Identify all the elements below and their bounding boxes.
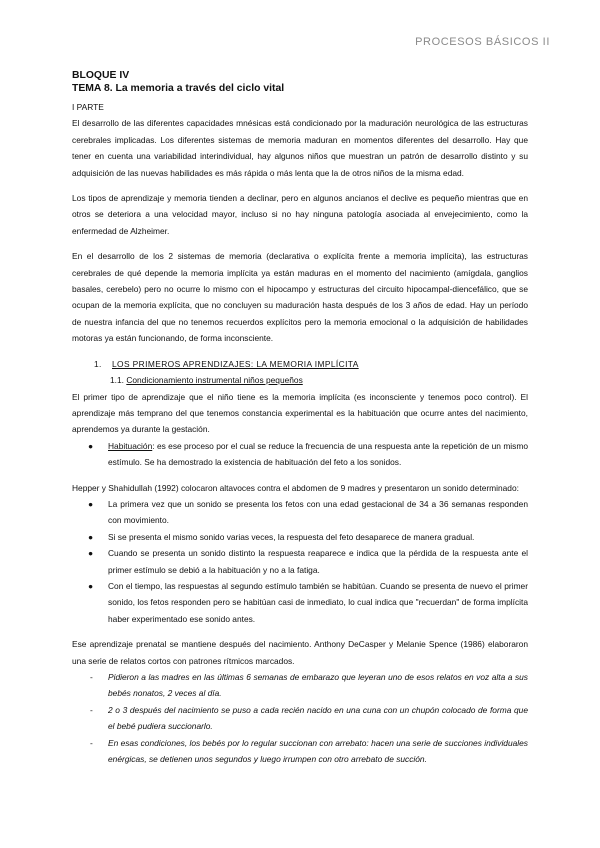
section-title: LOS PRIMEROS APRENDIZAJES: LA MEMORIA IMPLÍCITA [112, 358, 359, 369]
bullet-icon: ● [88, 440, 94, 451]
page-header: PROCESOS BÁSICOS II [415, 36, 550, 48]
list-item-text: Pidieron a las madres en las últimas 6 semanas de embarazo que leyeran uno de esos relatos en voz alta a sus bebés nonatos, 2 veces al día. [108, 672, 528, 699]
definition-text: : es ese proceso por el cual se reduce la frecuencia de una respuesta ante la repetición de un mismo estímulo. Se ha demostrado la existencia de habituación del feto a los sonidos. [108, 440, 528, 468]
dash-icon: - [90, 704, 93, 715]
list-item [72, 735, 528, 768]
part-label: I PARTE [72, 102, 104, 112]
paragraph: El primer tipo de aprendizaje que el niño tiene es la memoria implícita (es inconsciente y tenemos poco control). El aprendizaje más temprano del que tenemos constancia experimental es la habituación que ocurre antes del nacimiento, aprendemos ya durante la gestación. [72, 391, 528, 435]
paragraph: Los tipos de aprendizaje y memoria tienden a declinar, pero en algunos ancianos el declive es pequeño mientras que en otros se deteriora a una velocidad mayor, incluso si no hay ninguna patología asociada al envejecimiento, como la enfermedad de Alzheimer. [72, 193, 528, 236]
topic-title: TEMA 8. La memoria a través del ciclo vital [72, 83, 285, 94]
subsection-heading [72, 372, 528, 388]
paragraph: El desarrollo de las diferentes capacidades mnésicas está condicionado por la maduración neurológica de las estructuras cerebrales implicadas. Los diferentes sistemas de memoria maduran en momentos diferentes del desarrollo. Hay que tener en cuenta una variabilidad interindividual, hay algunos niños que muestran un patrón de desarrollo distinto y su adquisición de las nuevas habilidades es más rápida o más lenta que la de otros niños de la misma edad. [72, 118, 528, 178]
bullet-icon: ● [88, 498, 94, 509]
bullet-icon: ● [88, 548, 94, 559]
dash-list [72, 669, 528, 767]
subsection-title: Condicionamiento instrumental niños pequeños [126, 375, 303, 386]
list-item-text: Cuando se presenta un sonido distinto la respuesta reaparece e indica que la pérdida de la respuesta ante el primer estímulo se debió a la habituación y no a la fatiga. [108, 548, 528, 575]
list-item-text: En esas condiciones, los bebés por lo regular succionan con arrebato: hacen una serie de succiones individuales enérgicas, se detienen unos segundos y luego irrumpen con otro arrebato de succión. [108, 737, 528, 765]
list-item-text: Con el tiempo, las respuestas al segundo estímulo también se habitúan. Cuando se presenta de nuevo el primer sonido, los fetos responden pero se habitúan casi de inmediato, lo cual indica que "recuerdan" de forma implícita haber experimentado ese sonido antes. [108, 580, 528, 624]
list-item [72, 545, 528, 578]
list-item-text: 2 o 3 después del nacimiento se puso a cada recién nacido en una cuna con un chupón colocado de forma que el bebé pudiera succionarlo. [108, 704, 528, 732]
dash-icon: - [90, 672, 93, 682]
document-body [72, 70, 528, 767]
list-item [72, 438, 528, 471]
definition-list [72, 438, 528, 471]
list-item-text: La primera vez que un sonido se presenta los fetos con una edad gestacional de 34 a 36 semanas responden con movimiento. [108, 498, 528, 526]
paragraph: Hepper y Shahidullah (1992) colocaron altavoces contra el abdomen de 9 madres y presentaron un sonido determinado: [72, 482, 519, 493]
list-item [72, 669, 528, 702]
dash-icon: - [90, 737, 93, 748]
bullet-icon: ● [88, 531, 94, 542]
list-item [72, 578, 528, 627]
paragraph: Ese aprendizaje prenatal se mantiene después del nacimiento. Anthony DeCasper y Melanie Spence (1986) elaboraron una serie de relatos cortos con patrones rítmicos marcados. [72, 639, 528, 666]
bullet-list [72, 496, 528, 627]
list-item [72, 529, 528, 545]
list-item [72, 702, 528, 735]
paragraph: En el desarrollo de los 2 sistemas de memoria (declarativa o explícita frente a memoria implícita), las estructuras cerebrales de qué depende la memoria implícita ya están maduras en el momento del nacimiento (amígdala, ganglios basales, cerebelo) pero no ocurre lo mismo con el hipocampo y estructuras del circuito hipocampal-diencefálico, que se ocupan de la memoria explícita, que no concluyen su maduración hasta después de los 3 años de edad. Hay un período de nuestra infancia del que no tenemos recuerdos explícitos pero la memoria emocional o la adquisición de habilidades motoras ya están funcionando, de forma inconsciente. [72, 251, 528, 344]
list-item [72, 496, 528, 529]
section-number: 1. [94, 358, 102, 369]
list-item-text: Si se presenta el mismo sonido varias veces, la respuesta del feto desaparece de manera gradual. [108, 531, 475, 542]
definition-term: Habituación [108, 440, 153, 451]
bullet-icon: ● [88, 580, 94, 591]
section-heading [72, 356, 528, 372]
subsection-number: 1.1. [110, 375, 124, 386]
block-title: BLOQUE IV [72, 70, 130, 81]
